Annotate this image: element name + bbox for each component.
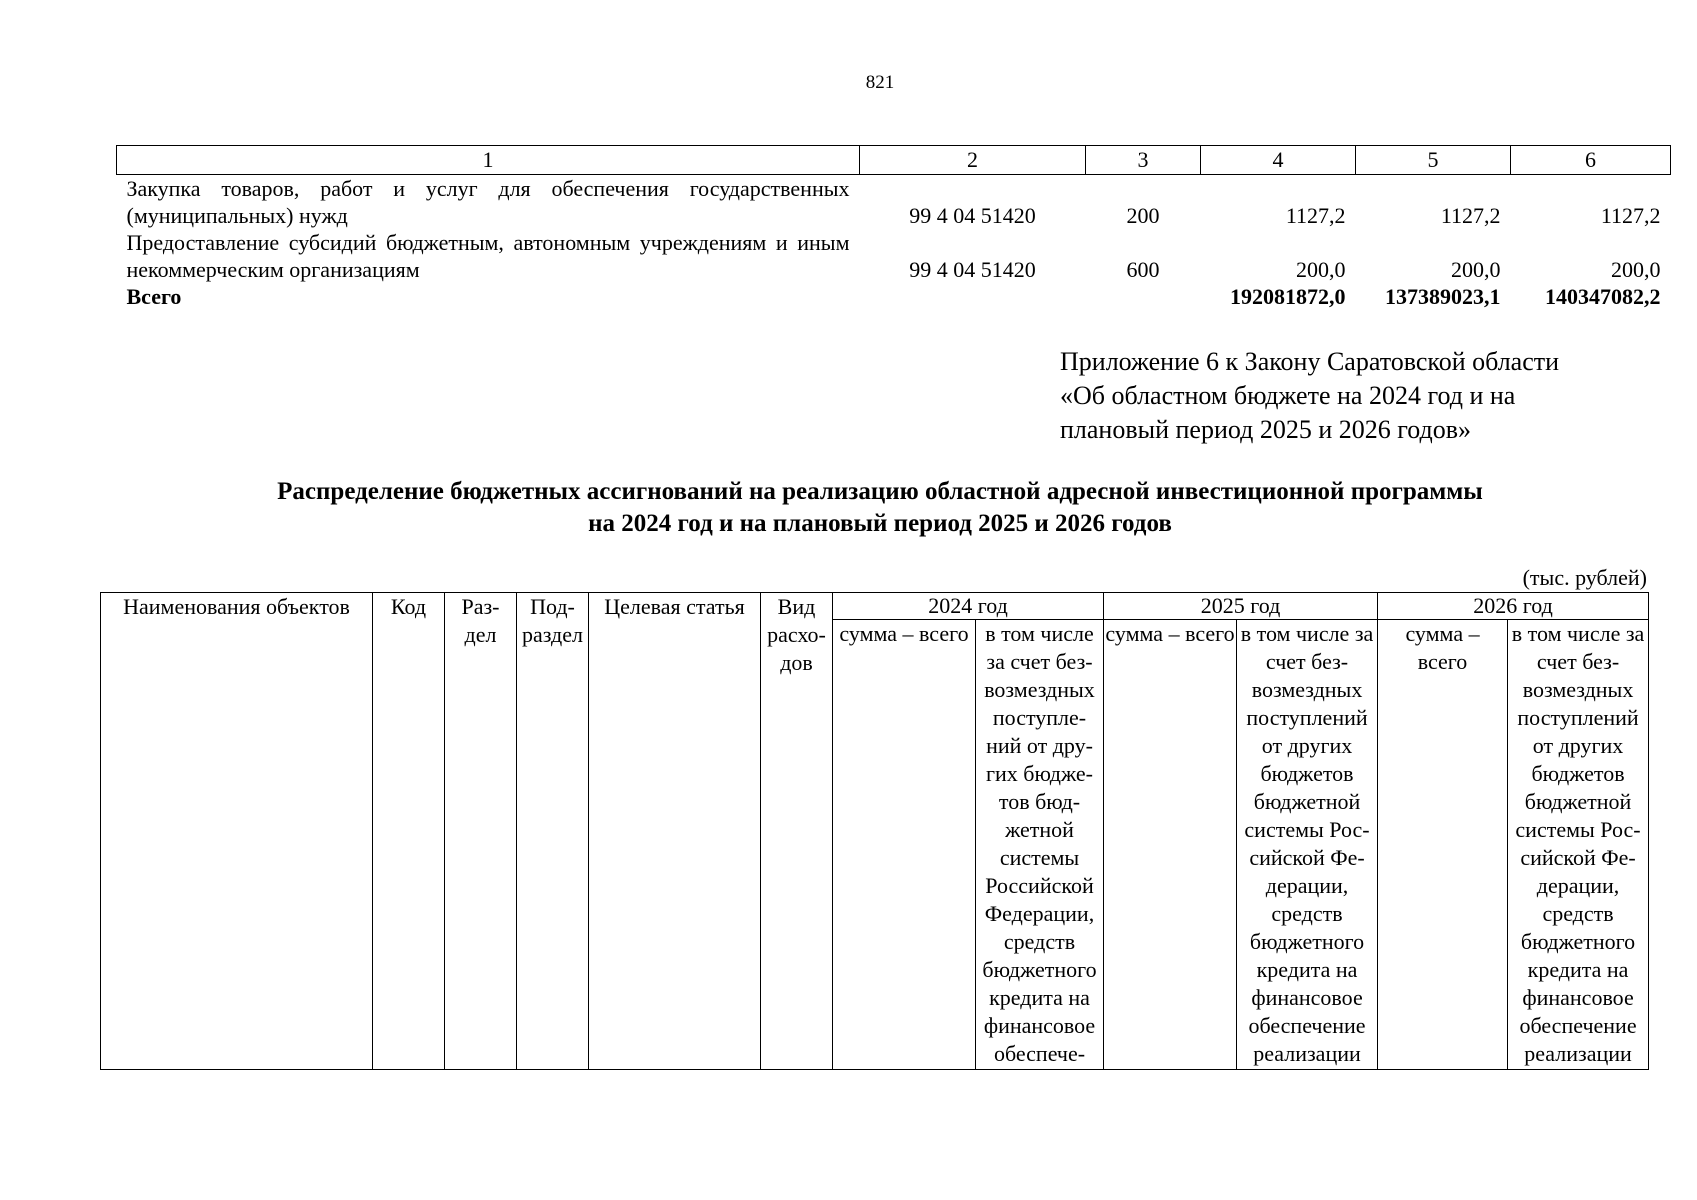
header-including-2024: в том числе за счет без-возмездных поступле-ний от дру-гих бюдже-тов бюд-жетной системы Российской Федерации, средств бюджетного кредита на финансовое обеспече- [976, 620, 1104, 1070]
column-number: 5 [1356, 146, 1511, 175]
column-number: 1 [117, 146, 860, 175]
row-type: 200 [1126, 203, 1160, 228]
total-2024: 192081872,0 [1230, 284, 1346, 309]
page-number: 821 [865, 72, 895, 93]
header-sum-total-2026: сумма – всего [1378, 620, 1508, 1070]
header-target-article: Целевая статья [589, 593, 761, 1070]
column-number-row [117, 146, 1671, 175]
row-name: Предоставление субсидий бюджетным, автономным учреждениям и иным некоммерческим организациям [126, 230, 850, 282]
total-2025: 137389023,1 [1385, 284, 1501, 309]
row-value-2026: 1127,2 [1600, 203, 1661, 228]
continuation-table [116, 145, 1671, 310]
title-line-1: Распределение бюджетных ассигнований на реализацию областной адресной инвестиционной программы [277, 478, 1483, 505]
investment-program-table [100, 592, 1649, 1070]
column-number: 6 [1511, 146, 1671, 175]
row-code: 99 4 04 51420 [909, 257, 1036, 282]
title-line-2: на 2024 год и на плановый период 2025 и 2026 годов [588, 510, 1172, 537]
column-number: 3 [1086, 146, 1201, 175]
header-subsection: Под-раздел [517, 593, 589, 1070]
total-2026: 140347082,2 [1545, 284, 1661, 309]
header-sum-total-2024: сумма – всего [833, 620, 976, 1070]
row-value-2025: 200,0 [1451, 257, 1501, 282]
header-section: Раз-дел [445, 593, 517, 1070]
units-label: (тыс. рублей) [1522, 565, 1647, 590]
total-row [117, 283, 1671, 310]
header-including-2026: в том числе за счет без-возмездных поступлений от других бюджетов бюджетной системы Рос-сийской Фе-дерации, средств бюджетного кредита на финансовое обеспечение реализации [1508, 620, 1649, 1070]
row-type: 600 [1126, 257, 1160, 282]
header-expense-type: Вид расхо-дов [761, 593, 833, 1070]
document-title [100, 476, 1660, 540]
row-value-2025: 1127,2 [1440, 203, 1501, 228]
appendix-note: Приложение 6 к Закону Саратовской области «Об областном бюджете на 2024 год и на плановый период 2025 и 2026 годов» [1060, 347, 1560, 444]
header-year-2026: 2026 год [1378, 593, 1649, 620]
header-including-2025: в том числе за счет без-возмездных поступлений от других бюджетов бюджетной системы Рос-сийской Фе-дерации, средств бюджетного кредита на финансовое обеспечение реализации [1237, 620, 1378, 1070]
header-code: Код [373, 593, 445, 1070]
header-row [101, 593, 1649, 620]
header-year-2025: 2025 год [1104, 593, 1378, 620]
header-year-2024: 2024 год [833, 593, 1104, 620]
header-sum-total-2025: сумма – всего [1104, 620, 1237, 1070]
row-value-2024: 1127,2 [1285, 203, 1346, 228]
column-number: 4 [1201, 146, 1356, 175]
header-object-names: Наименования объектов [101, 593, 373, 1070]
row-name: Закупка товаров, работ и услуг для обеспечения государственных (муниципальных) нужд [126, 176, 850, 228]
table-row [117, 175, 1671, 230]
column-number: 2 [860, 146, 1086, 175]
total-label: Всего [126, 284, 182, 309]
table-row [117, 229, 1671, 283]
row-code: 99 4 04 51420 [909, 203, 1036, 228]
row-value-2024: 200,0 [1296, 257, 1346, 282]
row-value-2026: 200,0 [1611, 257, 1661, 282]
